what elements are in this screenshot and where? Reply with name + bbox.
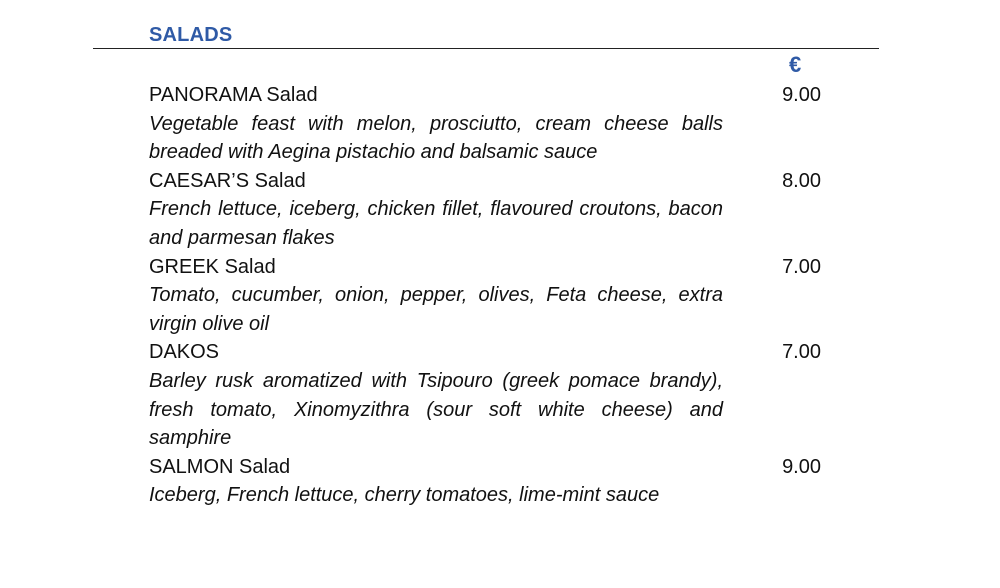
menu-item-price: 9.00: [782, 455, 821, 478]
menu-item-name: PANORAMA Salad: [149, 84, 318, 106]
menu-item-description: Barley rusk aromatized with Tsipouro (greek pomace brandy), fresh tomato, Xinomyzithra (sour soft white cheese) and samphire: [149, 369, 723, 450]
section-title: SALADS: [149, 24, 233, 46]
menu-list: [149, 81, 829, 510]
menu-item-greek-salad: [149, 253, 829, 339]
menu-item-description: Vegetable feast with melon, prosciutto, cream cheese balls breaded with Aegina pistachio and balsamic sauce: [149, 112, 723, 164]
menu-item-name: CAESAR’S Salad: [149, 169, 306, 192]
menu-item-price: 7.00: [782, 341, 821, 364]
currency-symbol: €: [789, 52, 802, 77]
menu-item-caesars-salad: [149, 167, 829, 253]
menu-item-price: 8.00: [782, 169, 821, 192]
menu-item-salmon-salad: [149, 453, 829, 510]
menu-item-name: DAKOS: [149, 341, 220, 364]
menu-item-name: SALMON Salad: [149, 455, 291, 478]
menu-item-dakos: [149, 338, 829, 452]
menu-item-panorama-salad: [149, 81, 829, 167]
menu-item-description: Iceberg, French lettuce, cherry tomatoes, lime-mint sauce: [149, 484, 660, 507]
menu-item-description: French lettuce, iceberg, chicken fillet, flavoured croutons, bacon and parmesan flakes: [149, 198, 723, 249]
menu-item-price: 7.00: [782, 255, 821, 278]
menu-item-name: GREEK Salad: [149, 255, 276, 278]
menu-item-price: 9.00: [782, 84, 821, 106]
section-divider: [93, 48, 879, 49]
menu-item-description: Tomato, cucumber, onion, pepper, olives, Feta cheese, extra virgin olive oil: [149, 284, 723, 335]
